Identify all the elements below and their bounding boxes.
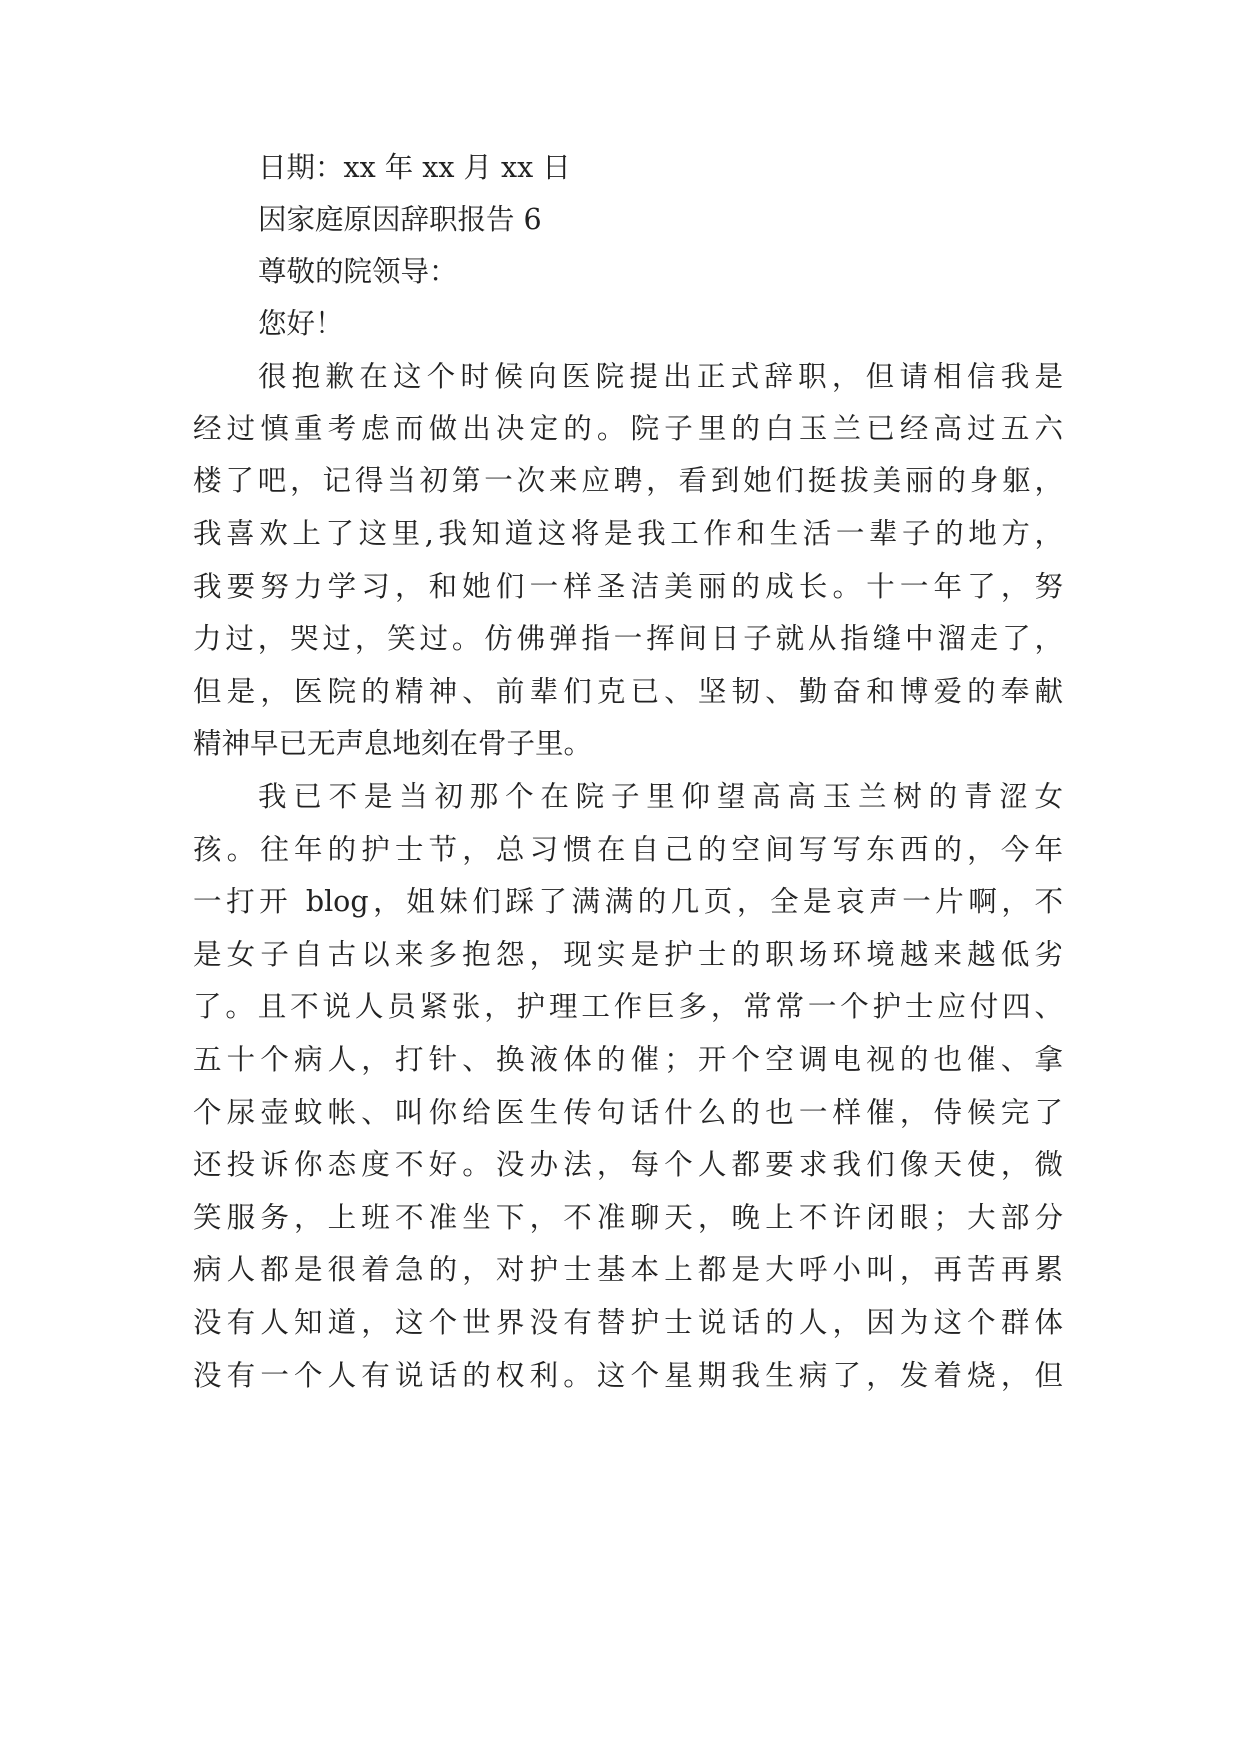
date-line: 日期：xx 年 xx 月 xx 日 [258, 151, 571, 184]
paragraph-line: 很抱歉在这个时候向医院提出正式辞职，但请相信我是 [258, 360, 1063, 393]
paragraph-line: 经过慎重考虑而做出决定的。院子里的白玉兰已经高过五六 [193, 412, 1063, 445]
paragraph-line: 笑服务，上班不准坐下，不准聊天，晚上不许闭眼；大部分 [193, 1201, 1063, 1234]
greeting: 您好！ [258, 307, 344, 340]
paragraph-line: 我要努力学习，和她们一样圣洁美丽的成长。十一年了，努 [193, 570, 1063, 603]
paragraph-line: 精神早已无声息地刻在骨子里。 [193, 727, 593, 760]
paragraph-line: 孩。往年的护士节，总习惯在自己的空间写写东西的，今年 [193, 833, 1063, 866]
paragraph-line: 是女子自古以来多抱怨，现实是护士的职场环境越来越低劣 [193, 938, 1063, 971]
paragraph-line: 我已不是当初那个在院子里仰望高高玉兰树的青涩女 [258, 780, 1063, 813]
paragraph-line: 没有人知道，这个世界没有替护士说话的人，因为这个群体 [193, 1306, 1063, 1339]
salutation: 尊敬的院领导： [258, 255, 458, 288]
paragraph-line: 病人都是很着急的，对护士基本上都是大呼小叫，再苦再累 [193, 1253, 1063, 1286]
paragraph-line: 力过，哭过，笑过。仿佛弹指一挥间日子就从指缝中溜走了， [193, 622, 1063, 655]
paragraph-line: 还投诉你态度不好。没办法，每个人都要求我们像天使，微 [193, 1148, 1063, 1181]
paragraph-line: 个尿壶蚊帐、叫你给医生传句话什么的也一样催，侍候完了 [193, 1096, 1063, 1129]
paragraph-line: 了。且不说人员紧张，护理工作巨多，常常一个护士应付四、 [193, 990, 1063, 1023]
paragraph-line: 但是，医院的精神、前辈们克已、坚韧、勤奋和博爱的奉献 [193, 675, 1063, 708]
paragraph-line: 五十个病人，打针、换液体的催；开个空调电视的也催、拿 [193, 1043, 1063, 1076]
paragraph-line: 没有一个人有说话的权利。这个星期我生病了，发着烧，但 [193, 1359, 1063, 1392]
document-title: 因家庭原因辞职报告 6 [258, 203, 542, 236]
paragraph-line: 楼了吧，记得当初第一次来应聘，看到她们挺拔美丽的身躯， [193, 464, 1063, 497]
paragraph-line: 一打开 blog，姐妹们踩了满满的几页，全是哀声一片啊，不 [193, 885, 1063, 918]
paragraph-line: 我喜欢上了这里,我知道这将是我工作和生活一辈子的地方， [193, 517, 1063, 550]
